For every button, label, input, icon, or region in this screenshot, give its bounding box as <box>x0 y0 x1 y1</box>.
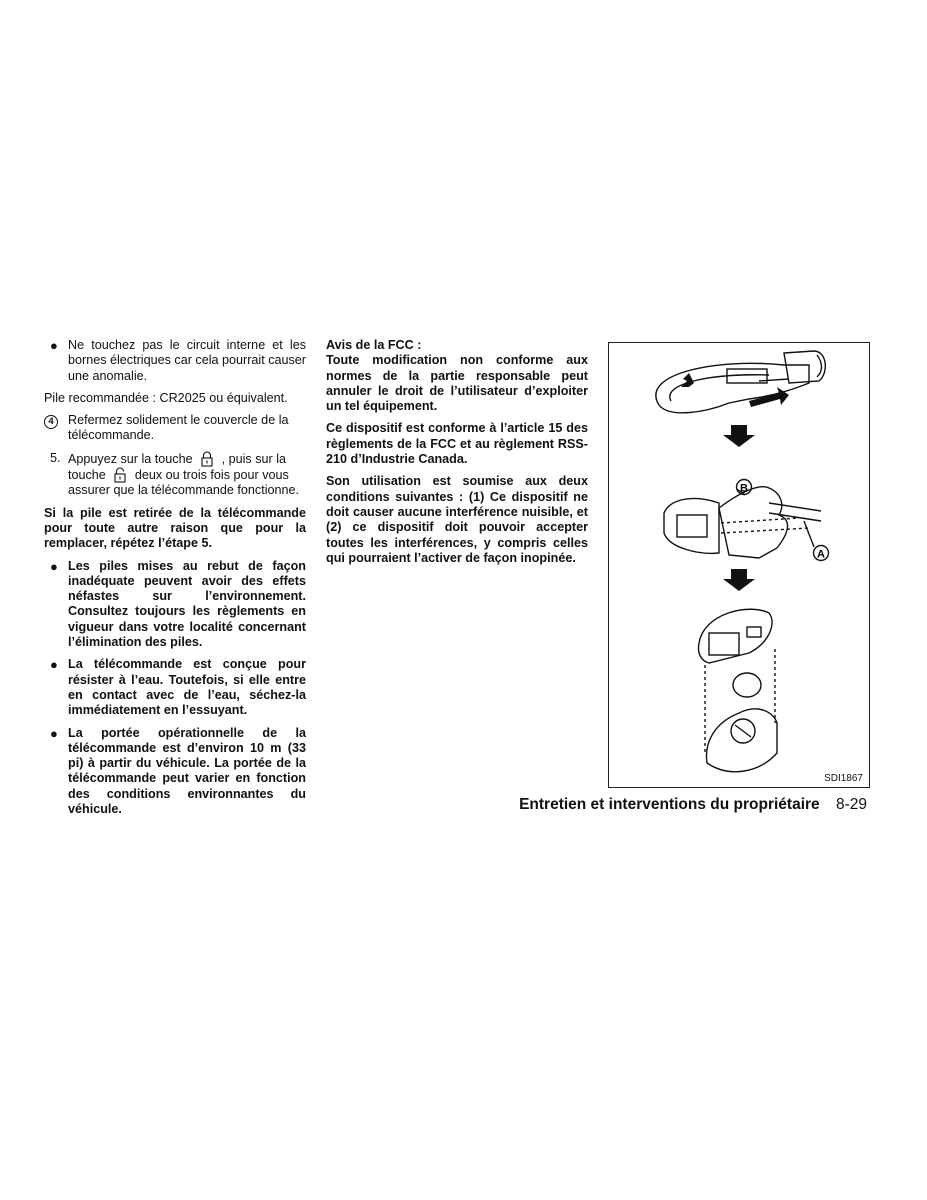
warning-text-range: La portée opérationnelle de la télécommande est d’environ 10 m (33 pi) à partir du véhicule. La portée de la télécommande peut varier en fonction des conditions environnantes du véhicule. <box>68 725 306 817</box>
label-b: B <box>740 482 748 495</box>
step-5-text-c: deux ou trois fois pour vous assurer que la télécommande fonctionne. <box>68 468 300 498</box>
page-footer <box>519 796 867 814</box>
lock-icon <box>200 451 214 467</box>
list-item <box>44 338 306 384</box>
step-5-text-b: , puis sur la touche <box>68 451 287 483</box>
bullet-text: Ne touchez pas le circuit interne et les bornes électriques car cela pourrait causer une anomalie. <box>68 338 307 383</box>
step-5-number: 5. <box>50 450 61 465</box>
step-5 <box>44 451 306 499</box>
left-column <box>44 338 306 824</box>
battery-replacement-figure <box>608 342 870 788</box>
label-a: A <box>817 548 825 561</box>
fcc-title: Avis de la FCC : <box>326 338 422 352</box>
bullet-icon: ● <box>50 338 58 353</box>
bullet-icon: ● <box>50 725 58 741</box>
step-4 <box>44 413 306 444</box>
warning-text-disposal: Les piles mises au rebut de façon inadéquate peuvent avoir des effets néfastes sur l’environnement. Consultez toujours les règlements en vigueur dans votre localité concernant l’élimination des piles. <box>68 558 306 650</box>
right-column <box>326 338 588 573</box>
fcc-paragraph-2: Ce dispositif est conforme à l’article 15 des règlements de la FCC et au règlement RSS-210 d’Industrie Canada. <box>326 421 588 467</box>
key-fob-illustration <box>609 343 869 787</box>
arrow-down-icon <box>723 569 755 591</box>
repeat-note: Si la pile est retirée de la télécommande pour toute autre raison que pour la remplacer, répétez l’étape 5. <box>44 505 306 551</box>
figure-code: SDI1867 <box>824 773 863 784</box>
unlock-icon <box>113 467 127 483</box>
arrow-right-icon <box>749 387 789 407</box>
bullet-icon: ● <box>50 657 58 673</box>
list-item <box>44 726 306 818</box>
warning-text-water: La télécommande est conçue pour résister à l’eau. Toutefois, si elle entre en contact avec de l’eau, séchez-la immédiatement en l’essuyant. <box>68 657 306 718</box>
step-4-text: Refermez solidement le couvercle de la télécommande. <box>68 413 289 443</box>
list-item <box>44 657 306 718</box>
battery-recommendation: Pile recommandée : CR2025 ou équivalent. <box>44 390 288 405</box>
step-5-text-a: Appuyez sur la touche <box>68 451 193 466</box>
fcc-paragraph-3: Son utilisation est soumise aux deux conditions suivantes : (1) Ce dispositif ne doit causer aucune interférence nuisible, et (2) ce dispositif doit pouvoir accepter toutes les interférences, y compris celles qui pourraient l’activer de façon inopinée. <box>326 474 588 565</box>
bullet-icon: ● <box>50 558 58 574</box>
step-number-circle: 4 <box>44 415 58 429</box>
list-item <box>44 559 306 651</box>
arrow-down-icon <box>723 425 755 447</box>
fcc-paragraph-1: Toute modification non conforme aux normes de la partie responsable peut annuler le droit de l’utilisateur d’exploiter un tel équipement. <box>326 353 588 414</box>
page-number: 8-29 <box>835 796 867 813</box>
section-title: Entretien et interventions du propriétaire <box>519 796 820 813</box>
